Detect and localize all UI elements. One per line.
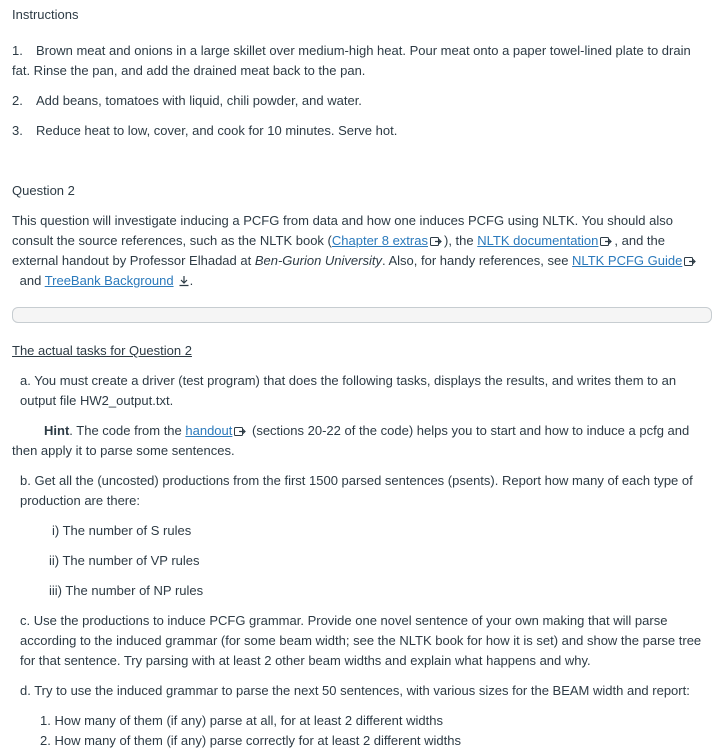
content-area <box>12 5 712 751</box>
step-1: 1. Brown meat and onions in a large skillet over medium-high heat. Pour meat onto a paper towel-lined plate to drain fat. Rinse the pan, and add the drained meat back to the pan. <box>12 43 691 78</box>
tasks-title: The actual tasks for Question 2 <box>12 343 192 358</box>
question-2-title: Question 2 <box>12 183 75 198</box>
step-3: 3. Reduce heat to low, cover, and cook for 10 minutes. Serve hot. <box>12 123 398 138</box>
nltk-documentation-link[interactable]: NLTK documentation <box>477 233 599 248</box>
instructions-heading: Instructions <box>12 7 79 22</box>
question-2-intro: This question will investigate inducing a PCFG from data and how one induces PCFG using NLTK. You should also consult the source references, such as the NLTK book (Chapter 8 extras ), the NLTK documentation , and the external handout by Professor Elhadad at Ben-Gurion University. Also, for handy references, see NLTK PCFG Guide and TreeBank Background . <box>12 211 712 291</box>
university-name: Ben-Gurion University <box>254 253 382 268</box>
task-d: d. Try to use the induced grammar to parse the next 50 sentences, with various sizes for the BEAM width and report: <box>20 683 690 698</box>
task-d-list <box>12 711 712 751</box>
task-b: b. Get all the (uncosted) productions from the first 1500 parsed sentences (psents). Report how many of each type of production are there: <box>20 473 693 508</box>
task-d-item-1: 1. How many of them (if any) parse at all, for at least 2 different widths <box>40 713 443 728</box>
divider-bar <box>12 307 712 323</box>
nltk-pcfg-guide-link[interactable]: NLTK PCFG Guide <box>572 253 683 268</box>
treebank-background-link[interactable]: TreeBank Background <box>44 273 174 288</box>
task-b-item-np: iii) The number of NP rules <box>49 583 204 598</box>
task-b-item-vp: ii) The number of VP rules <box>49 553 200 568</box>
task-d-item-2: 2. How many of them (if any) parse correctly for at least 2 different widths <box>40 733 461 748</box>
external-link-icon <box>684 256 696 266</box>
handout-link[interactable]: handout <box>185 423 233 438</box>
external-link-icon <box>600 236 612 246</box>
step-2: 2. Add beans, tomatoes with liquid, chili powder, and water. <box>12 93 362 108</box>
external-link-icon <box>430 236 442 246</box>
task-a: a. You must create a driver (test program) that does the following tasks, displays the results, and writes them to an output file HW2_output.txt. <box>20 373 677 408</box>
task-c: c. Use the productions to induce PCFG grammar. Provide one novel sentence of your own making that will parse according to the induced grammar (for some beam width; see the NLTK book for how it is set) and show the parse tree for that sentence. Try parsing with at least 2 other beam widths and explain what happens and why. <box>20 613 702 668</box>
external-link-icon <box>234 426 246 436</box>
hint-label: Hint <box>44 423 70 438</box>
hint-paragraph: Hint. The code from the handout (sections 20-22 of the code) helps you to start and how to induce a pcfg and then apply it to parse some sentences. <box>12 423 690 458</box>
task-b-item-s: i) The number of S rules <box>52 523 192 538</box>
download-icon[interactable] <box>178 273 190 285</box>
chapter8-extras-link[interactable]: Chapter 8 extras <box>331 233 428 248</box>
